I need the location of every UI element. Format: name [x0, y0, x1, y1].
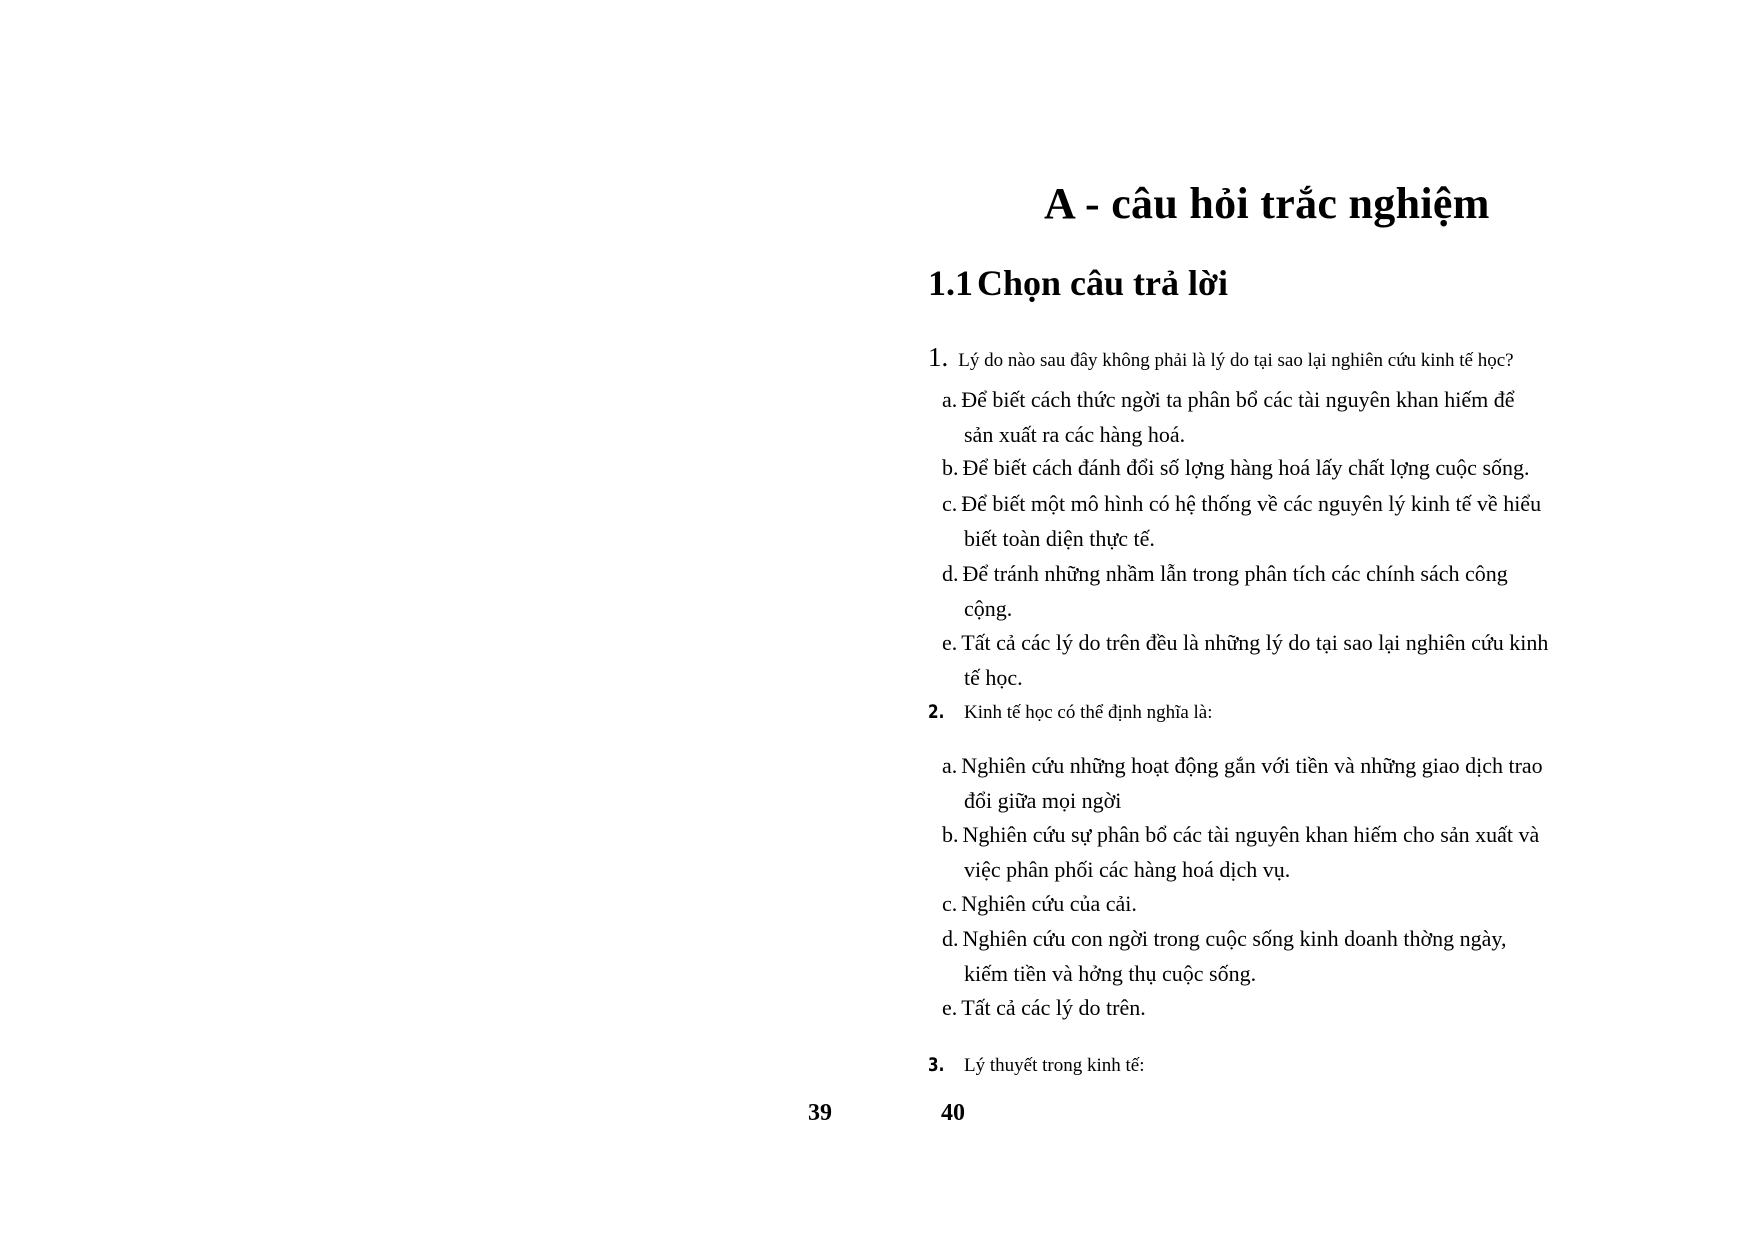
question-number: 2.	[928, 701, 945, 723]
option-1c	[942, 486, 1614, 556]
option-text-cont: việc phân phối các hàng hoá dịch vụ.	[964, 857, 1291, 882]
section-number: 1.1	[928, 263, 973, 303]
option-1a	[942, 382, 1614, 452]
page-number-right: 40	[941, 1100, 965, 1126]
option-letter: a.	[942, 753, 958, 778]
option-1b	[942, 450, 1614, 485]
page-number-left: 39	[808, 1100, 832, 1126]
option-text: Nghiên cứu sự phân bổ các tài nguyên khan hiếm cho sản xuất và	[962, 822, 1540, 847]
option-2a	[942, 748, 1614, 818]
option-text-cont: cộng.	[964, 596, 1013, 621]
option-text: Để biết cách thức ngời ta phân bổ các tài nguyên khan hiếm để	[961, 387, 1515, 412]
question-number: 1.	[928, 342, 949, 372]
option-text-cont: đổi giữa mọi ngời	[964, 788, 1122, 813]
option-letter: e.	[942, 630, 958, 655]
option-text: Để biết một mô hình có hệ thống về các nguyên lý kinh tế về hiểu	[961, 491, 1542, 516]
option-text-cont: tế học.	[964, 665, 1023, 690]
chapter-title: A - câu hỏi trắc nghiệm	[1044, 179, 1490, 228]
question-1-heading	[928, 342, 1514, 373]
option-text-cont: biết toàn diện thực tế.	[964, 526, 1155, 551]
option-1d	[942, 556, 1614, 626]
option-2b	[942, 817, 1614, 887]
option-letter: e.	[942, 995, 958, 1020]
option-text: Để tránh những nhầm lẫn trong phân tích các chính sách công	[962, 561, 1508, 586]
option-2c	[942, 886, 1614, 921]
option-text: Tất cả các lý do trên đều là những lý do tại sao lại nghiên cứu kinh	[961, 630, 1549, 655]
option-text-cont: sản xuất ra các hàng hoá.	[964, 422, 1186, 447]
option-1e	[942, 625, 1614, 695]
question-text: Lý thuyết trong kinh tế:	[964, 1055, 1145, 1076]
option-text: Nghiên cứu con ngời trong cuộc sống kinh doanh thờng ngày,	[962, 926, 1507, 951]
option-2d	[942, 921, 1614, 991]
question-text: Lý do nào sau đây không phải là lý do tại sao lại nghiên cứu kinh tế học?	[958, 350, 1514, 371]
question-2-heading	[928, 701, 1213, 724]
option-2e	[942, 990, 1614, 1025]
question-text: Kinh tế học có thể định nghĩa là:	[964, 702, 1213, 723]
option-letter: d.	[942, 561, 959, 586]
section-heading	[928, 262, 1228, 304]
option-letter: c.	[942, 491, 958, 516]
option-text-cont: kiếm tiền và hởng thụ cuộc sống.	[964, 961, 1257, 986]
option-text: Nghiên cứu của cải.	[961, 891, 1137, 916]
section-title: Chọn câu trả lời	[977, 263, 1228, 303]
question-3-heading	[928, 1054, 1144, 1077]
option-text: Tất cả các lý do trên.	[961, 995, 1146, 1020]
question-number: 3.	[928, 1054, 945, 1076]
option-letter: b.	[942, 455, 959, 480]
option-letter: a.	[942, 387, 958, 412]
option-text: Nghiên cứu những hoạt động gắn với tiền và những giao dịch trao	[961, 753, 1543, 778]
option-letter: d.	[942, 926, 959, 951]
option-letter: b.	[942, 822, 959, 847]
option-text: Để biết cách đánh đổi số lợng hàng hoá lấy chất lợng cuộc sống.	[962, 455, 1530, 480]
option-letter: c.	[942, 891, 958, 916]
